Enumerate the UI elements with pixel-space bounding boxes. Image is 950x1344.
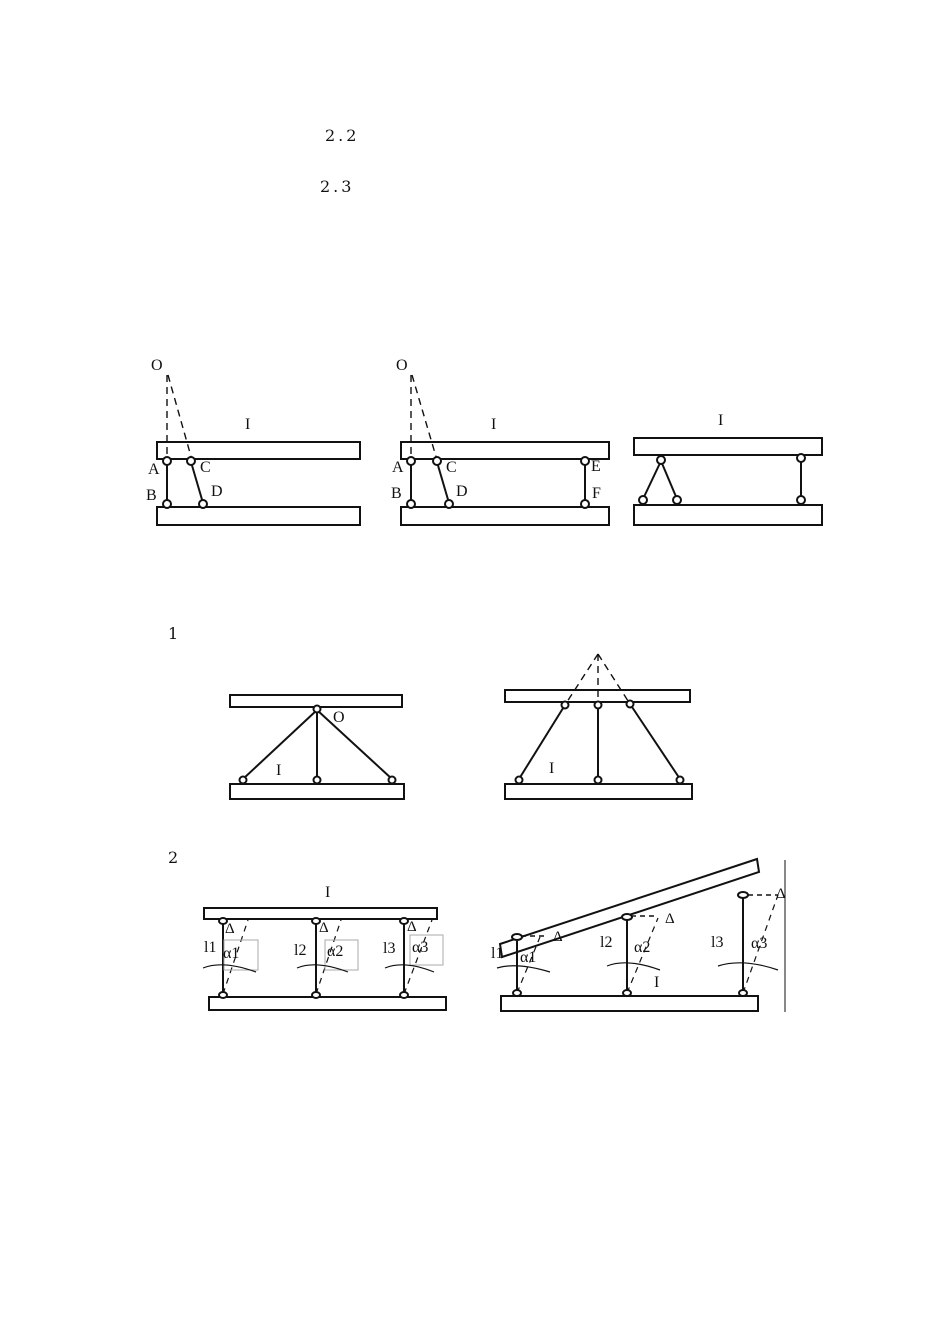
label-delta: Δ — [776, 886, 786, 902]
subsection-1: 1 — [168, 624, 182, 643]
upper-plate — [634, 438, 822, 455]
top-figure-3-labels — [718, 412, 723, 429]
top-figure-1-labels — [146, 357, 250, 504]
lower-plate — [230, 784, 404, 799]
label-l3: l3 — [383, 940, 396, 957]
label-I: I — [245, 416, 251, 433]
label-I: I — [654, 974, 660, 991]
label-A: A — [148, 461, 160, 478]
bottom-figure-2 — [497, 859, 785, 1012]
label-I: I — [491, 416, 497, 433]
label-delta: Δ — [319, 920, 329, 936]
heading-2-3: 2.3 — [320, 177, 393, 196]
mid-figure-1 — [230, 695, 404, 799]
label-C: C — [446, 459, 457, 476]
label-alpha1: α1 — [520, 949, 537, 966]
label-O: O — [396, 357, 408, 374]
label-O: O — [333, 709, 345, 726]
label-D: D — [211, 483, 223, 500]
label-D: D — [456, 483, 468, 500]
label-l1: l1 — [204, 939, 217, 956]
label-B: B — [146, 487, 157, 504]
top-figure-1 — [157, 375, 360, 525]
label-I: I — [325, 884, 331, 901]
label-alpha3: α3 — [751, 935, 768, 952]
label-delta: Δ — [225, 921, 235, 937]
mid-figure-2 — [505, 654, 692, 799]
lower-plate — [401, 507, 609, 525]
lower-plate — [209, 997, 446, 1010]
bottom-figure-2-labels — [491, 886, 786, 991]
label-alpha1: α1 — [223, 945, 240, 962]
lower-plate — [157, 507, 360, 525]
heading-2-2: 2.2 — [325, 126, 398, 145]
label-alpha2: α2 — [634, 939, 651, 956]
lower-plate — [634, 505, 822, 525]
subsection-2: 2 — [168, 848, 182, 867]
label-B: B — [391, 485, 402, 502]
label-l2: l2 — [294, 942, 307, 959]
label-l3: l3 — [711, 934, 724, 951]
lower-plate — [501, 996, 758, 1011]
label-F: F — [592, 485, 601, 502]
label-A: A — [392, 459, 404, 476]
label-O: O — [151, 357, 163, 374]
label-C: C — [200, 459, 211, 476]
label-l1: l1 — [491, 945, 504, 962]
dashed-line-oc — [168, 375, 192, 460]
label-alpha3: α3 — [412, 939, 429, 956]
label-I: I — [276, 762, 282, 779]
label-delta: Δ — [407, 919, 417, 935]
lower-plate — [505, 784, 692, 799]
label-E: E — [591, 458, 601, 475]
label-l2: l2 — [600, 934, 613, 951]
top-figure-3 — [634, 438, 822, 525]
label-I: I — [549, 760, 555, 777]
label-delta: Δ — [665, 911, 675, 927]
top-figure-2 — [401, 375, 609, 525]
top-figure-2-labels — [391, 357, 601, 502]
label-delta: Δ — [553, 929, 563, 945]
label-alpha2: α2 — [327, 943, 344, 960]
label-I: I — [718, 412, 724, 429]
